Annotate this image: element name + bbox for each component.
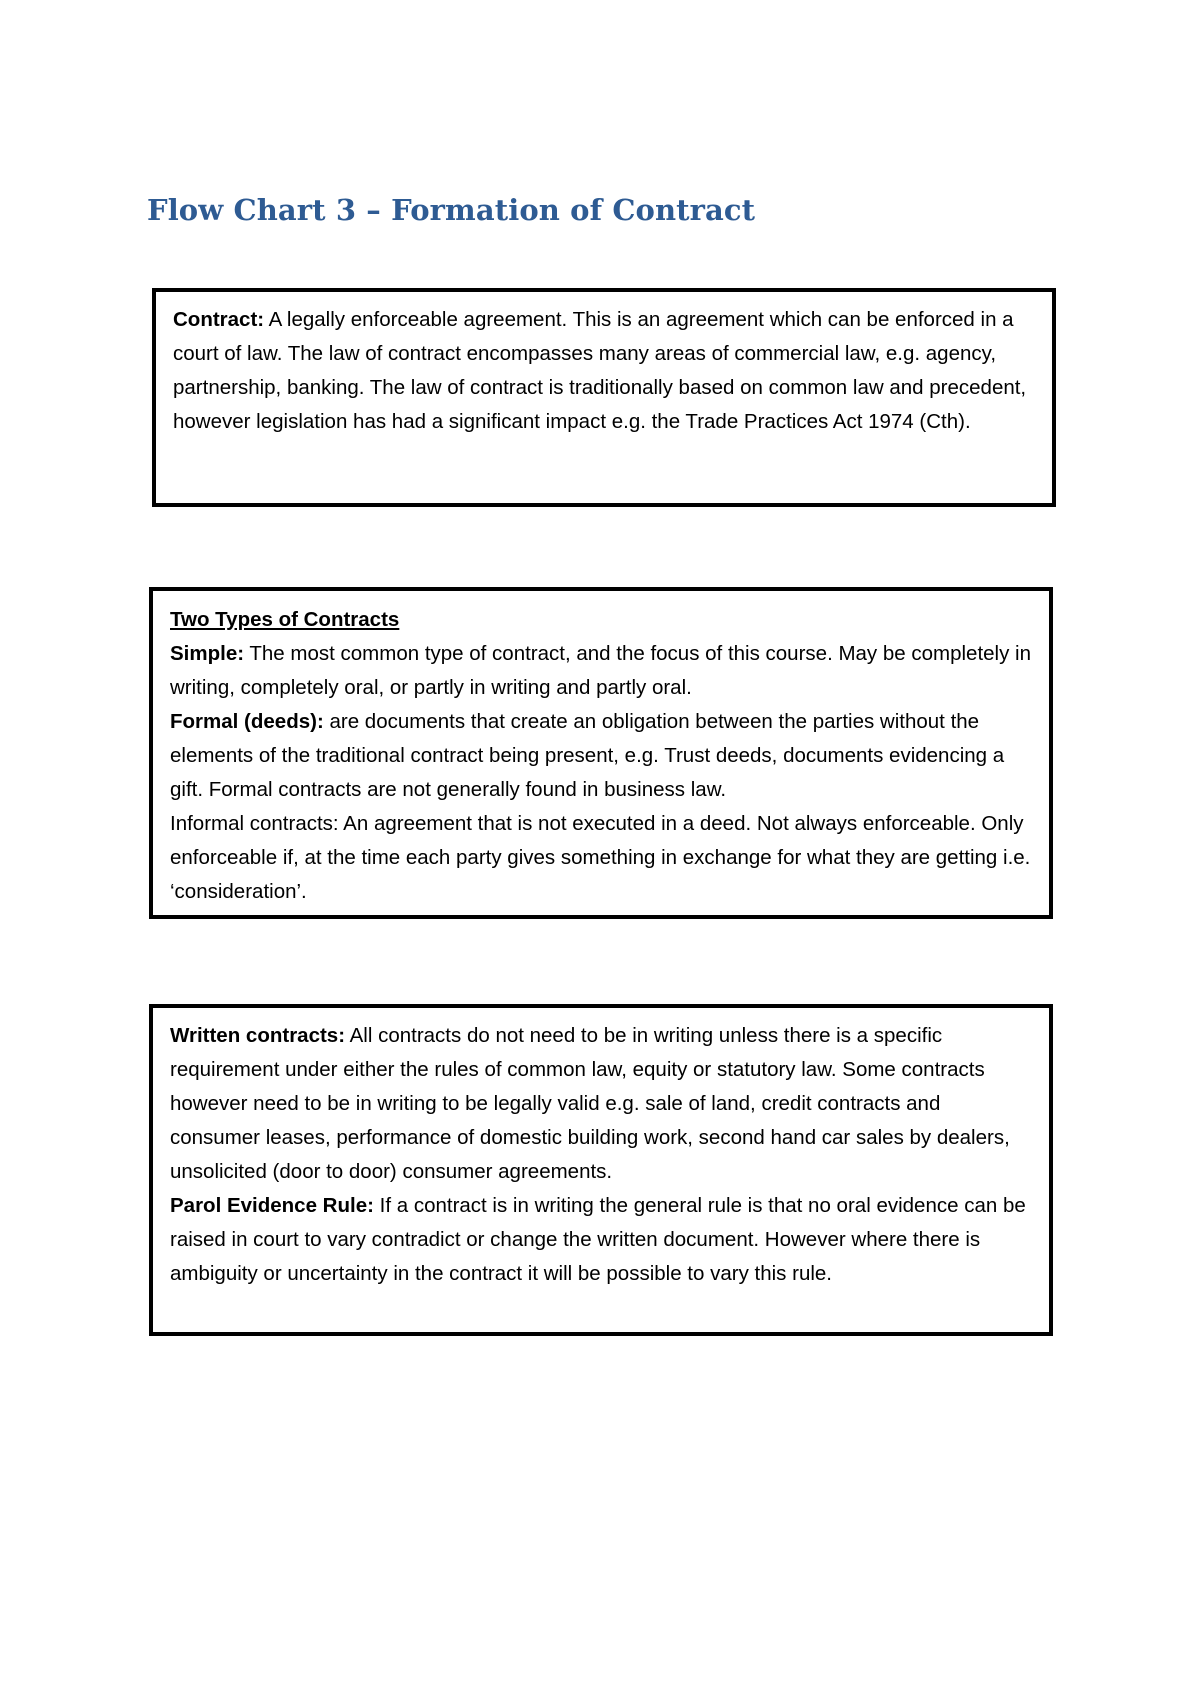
formal-contract-paragraph: [170, 705, 1035, 807]
contract-types-box: [149, 587, 1053, 919]
contract-types-heading: Two Types of Contracts: [170, 608, 400, 631]
parol-evidence-paragraph: [170, 1189, 1035, 1291]
contract-term: Contract:: [173, 308, 265, 331]
written-term: Written contracts:: [170, 1024, 346, 1047]
contract-definition-paragraph: [173, 303, 1034, 439]
informal-contract-paragraph: Informal contracts: An agreement that is not executed in a deed. Not always enforceable. Only enforceable if, at the time each party gives something in exchange for what they are getting i.e. ‘consideration’.: [170, 812, 1031, 903]
written-text: All contracts do not need to be in writing unless there is a specific requirement under either the rules of common law, equity or statutory law. Some contracts however need to be in writing to be legally valid e.g. sale of land, credit contracts and consumer leases, performance of domestic building work, second hand car sales by dealers, unsolicited (door to door) consumer agreements.: [170, 1024, 1010, 1183]
simple-contract-paragraph: [170, 637, 1035, 705]
formal-text: are documents that create an obligation between the parties without the elements of the traditional contract being present, e.g. Trust deeds, documents evidencing a gift. Formal contracts are not generally found in business law.: [170, 710, 1005, 801]
contract-definition-box: [152, 288, 1056, 507]
contract-definition-text: A legally enforceable agreement. This is an agreement which can be enforced in a court of law. The law of contract encompasses many areas of commercial law, e.g. agency, partnership, banking. The law of contract is traditionally based on common law and precedent, however legislation has had a significant impact e.g. the Trade Practices Act 1974 (Cth).: [173, 308, 1027, 433]
page-title: Flow Chart 3 – Formation of Contract: [147, 193, 756, 227]
simple-term: Simple:: [170, 642, 245, 665]
parol-text: If a contract is in writing the general rule is that no oral evidence can be raised in court to vary contradict or change the written document. However where there is ambiguity or uncertainty in the contract it will be possible to vary this rule.: [170, 1194, 1026, 1285]
parol-term: Parol Evidence Rule:: [170, 1194, 374, 1217]
written-contracts-paragraph: [170, 1019, 1035, 1189]
simple-text: The most common type of contract, and the focus of this course. May be completely in writing, completely oral, or partly in writing and partly oral.: [170, 642, 1032, 699]
formal-term: Formal (deeds):: [170, 710, 324, 733]
written-contracts-box: [149, 1004, 1053, 1336]
